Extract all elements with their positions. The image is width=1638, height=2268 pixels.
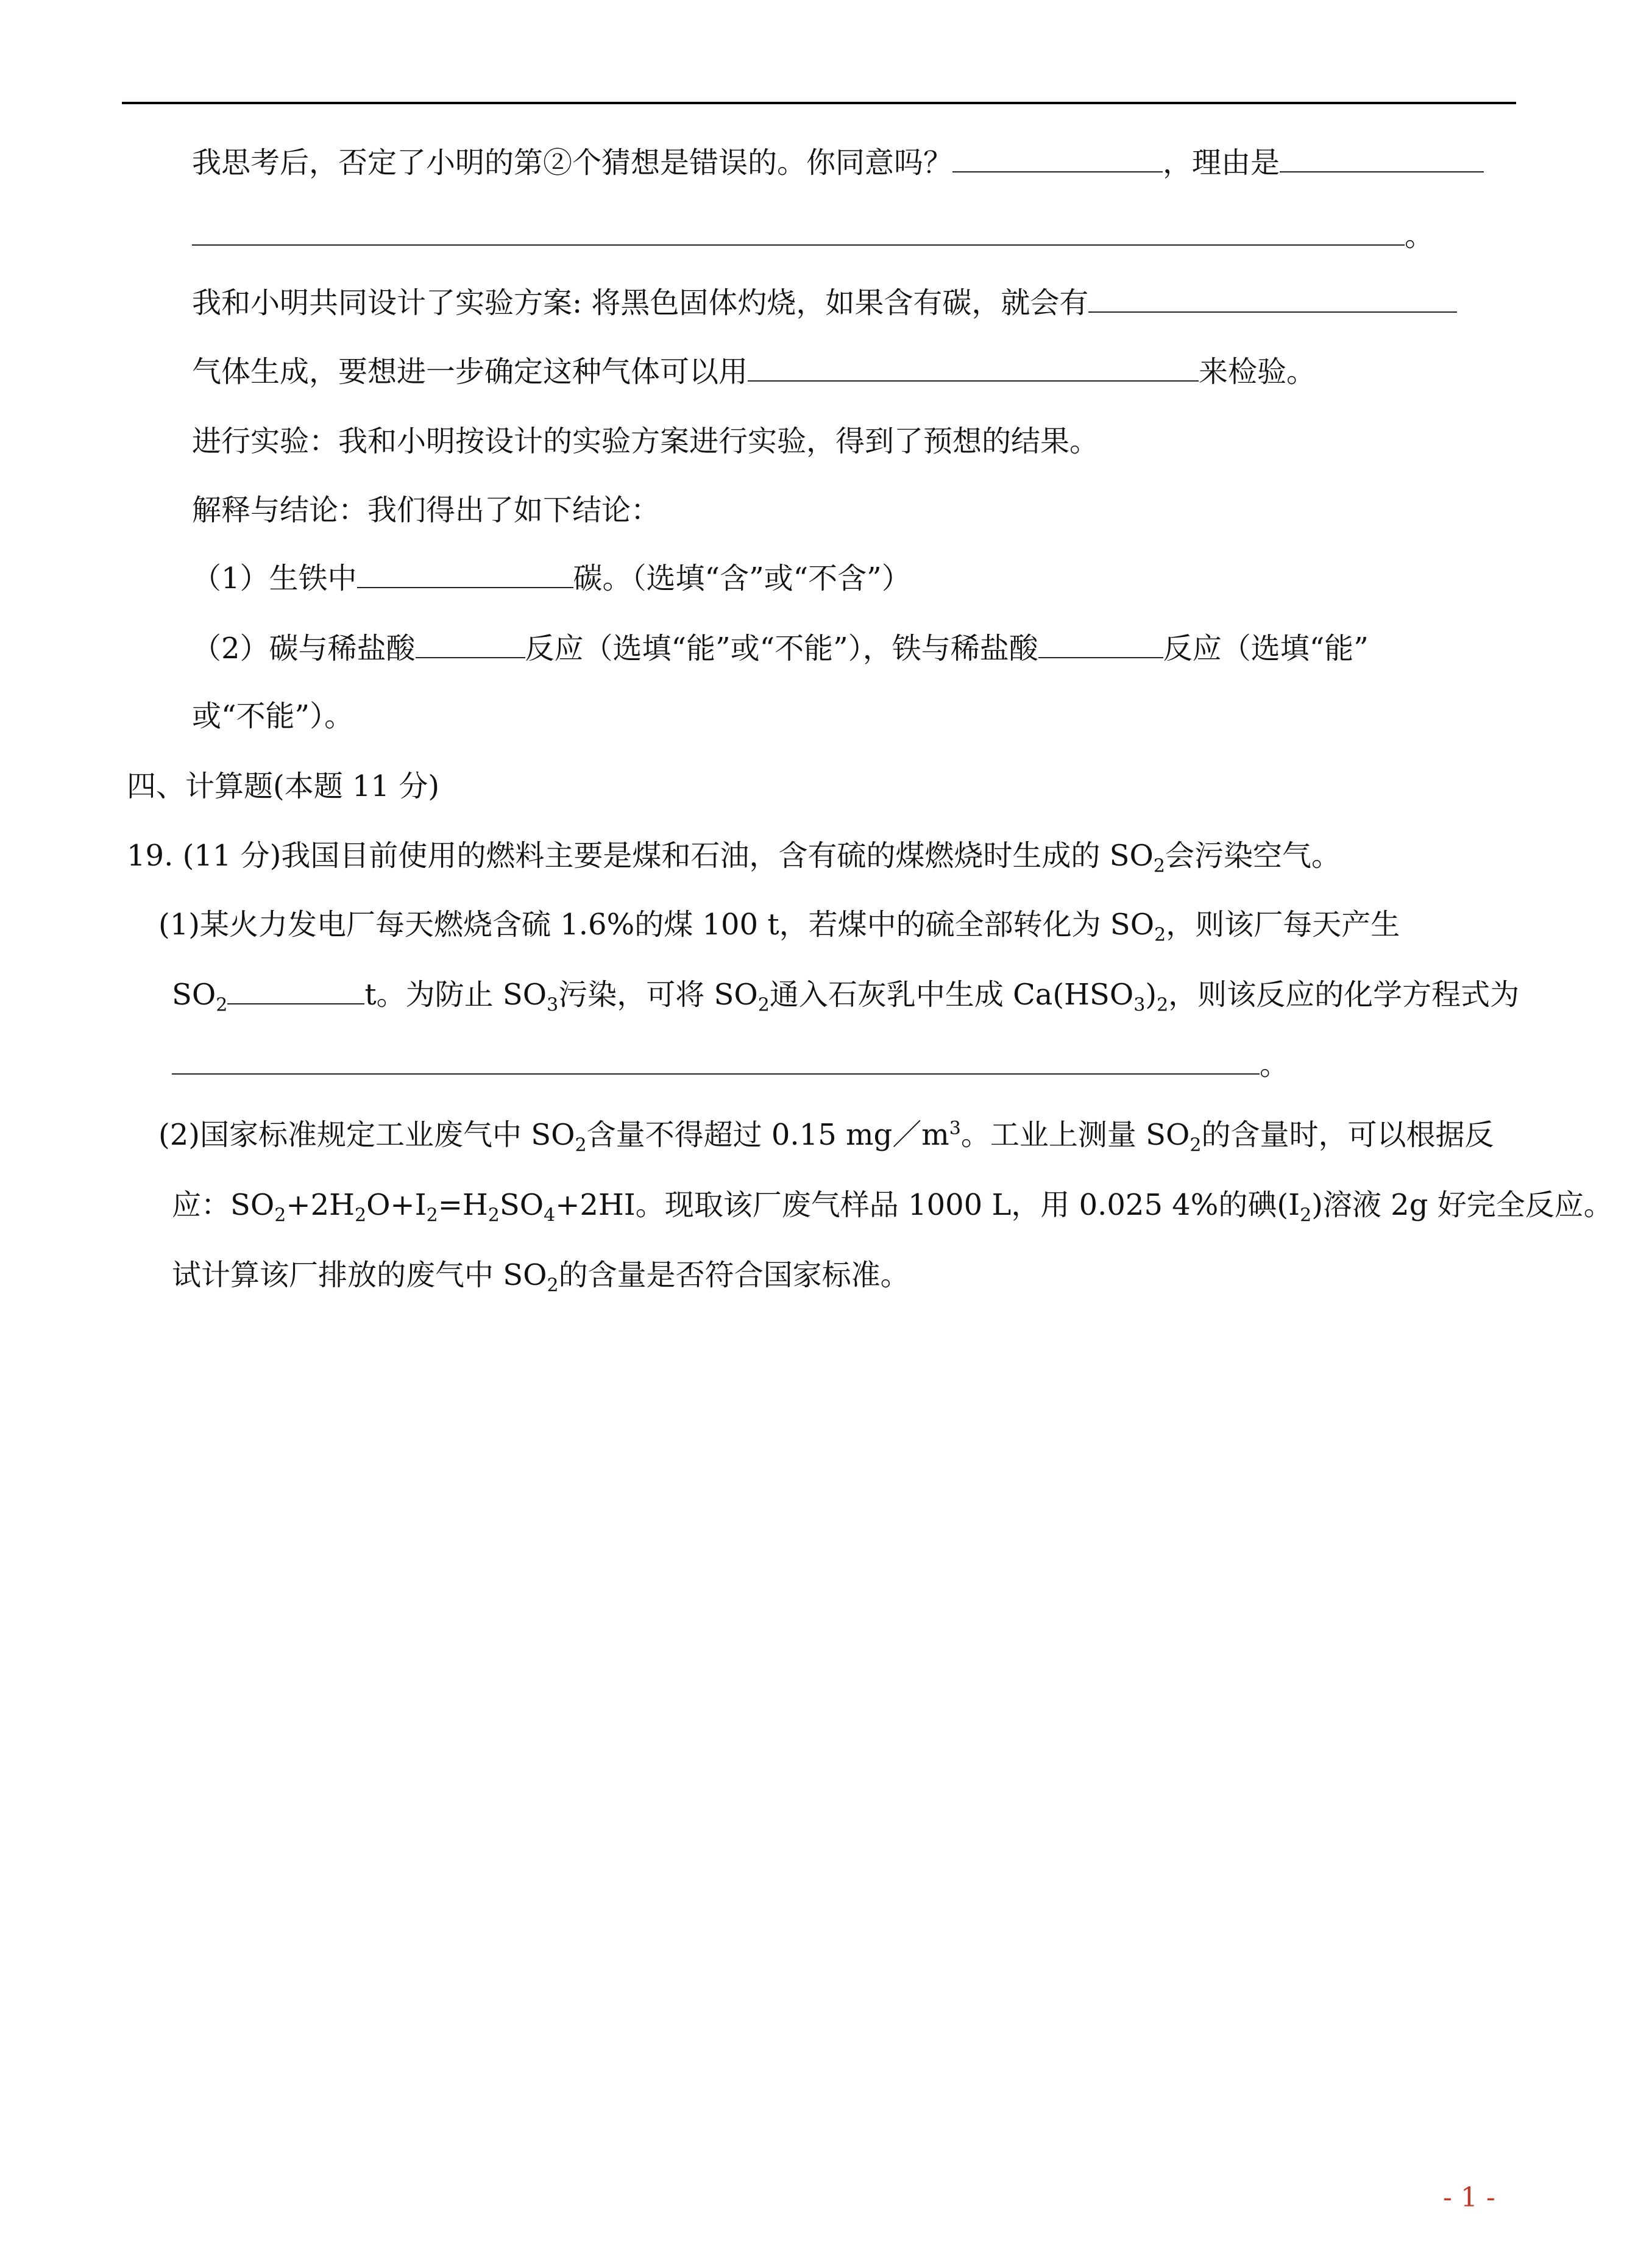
page-number: - 1 - <box>1443 2182 1495 2213</box>
line-p5: 解释与结论：我们得出了如下结论： <box>192 493 661 527</box>
question-19-part2-end: 试计算该厂排放的废气中 $SO_2$的含量是否符合国家标准。 <box>172 1258 910 1296</box>
answer-blank-10[interactable] <box>172 1048 1260 1075</box>
answer-blank-2[interactable] <box>1280 146 1484 172</box>
question-19-part1: (1)某火力发电厂每天燃烧含硫 1.6%的煤 100 t，若煤中的硫全部转化为 $SO_2$，则该厂每天产生 <box>158 908 1400 946</box>
line-p1: 我思考后，否定了小明的第②个猜想是错误的。你同意吗？ ，理由是 <box>192 143 1484 182</box>
answer-blank-9[interactable] <box>227 978 364 1004</box>
answer-blank-7[interactable] <box>416 631 525 658</box>
line-p1-cont: 。 <box>192 216 1434 255</box>
answer-blank-4[interactable] <box>1088 286 1457 313</box>
line-c2-cont: 或“不能”）。 <box>192 699 354 733</box>
question-19: 19. (11 分)我国目前使用的燃料主要是煤和石油，含有硫的煤燃烧时生成的 $SO_2$会污染空气。 <box>127 839 1341 877</box>
line-c1: （1）生铁中 碳。（选填“含”或“不含”） <box>192 561 911 595</box>
answer-blank-8[interactable] <box>1038 631 1163 658</box>
header-rule <box>122 102 1516 104</box>
answer-blank-5[interactable] <box>748 355 1199 382</box>
line-p4: 进行实验：我和小明按设计的实验方案进行实验，得到了预想的结果。 <box>192 424 1099 458</box>
line-p2: 我和小明共同设计了实验方案: 将黑色固体灼烧，如果含有碳，就会有 <box>192 283 1457 322</box>
line-p3: 气体生成，要想进一步确定这种气体可以用 来检验。 <box>192 355 1316 389</box>
answer-blank-6[interactable] <box>357 561 573 588</box>
question-19-part1-equation: 。 <box>172 1045 1289 1084</box>
question-19-part2: (2)国家标准规定工业废气中 $SO_2$含量不得超过 0.15 $mg/m^3$。工业上测量 $SO_2$的含量时，可以根据反 <box>158 1118 1494 1156</box>
question-19-part1-cont: $SO_2$ t。为防止 $SO_3$污染，可将 $SO_2$通入石灰乳中生成 $Ca(HSO_3)_2$，则该反应的化学方程式为 <box>172 978 1520 1016</box>
question-19-part2-cont: 应：$SO_2+2H_2O+I_2=H_2SO_4+2HI$。现取该厂废气样品 1000 L，用 0.025 4%的碘$(I_2)$溶液 2g 好完全反应。 <box>172 1188 1613 1226</box>
section-heading-4: 四、计算题(本题 11 分) <box>127 769 440 803</box>
answer-blank-1[interactable] <box>952 146 1163 172</box>
line-c2: （2）碳与稀盐酸 反应（选填“能”或“不能”），铁与稀盐酸 反应（选填“能” <box>192 631 1369 666</box>
answer-blank-3[interactable] <box>192 219 1405 246</box>
